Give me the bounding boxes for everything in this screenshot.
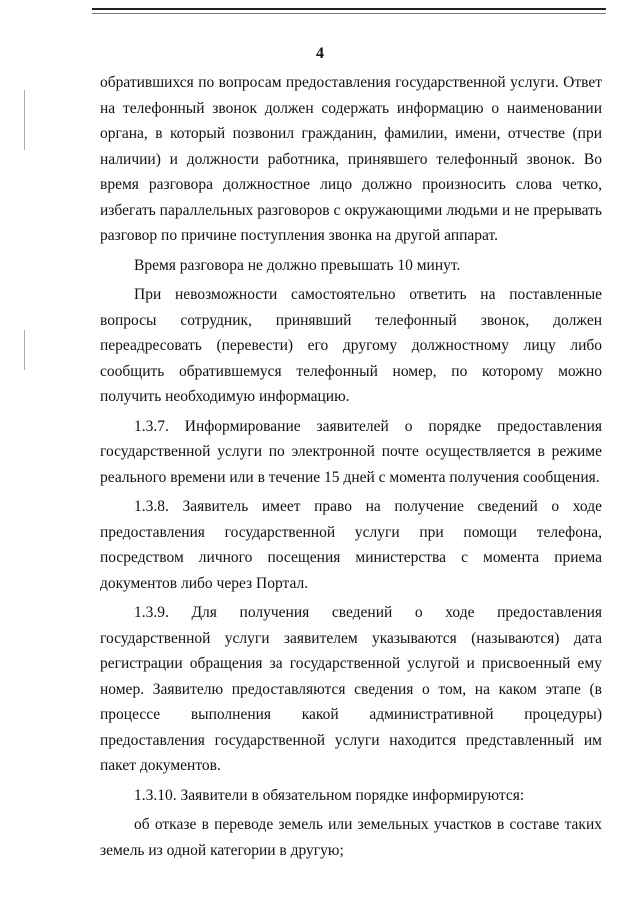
paragraph-1-3-8: 1.3.8. Заявитель имеет право на получение сведений о ходе предоставления государственной услуги при помощи телефона, посредством личного посещения министерства с момента приема документов либо через Портал. bbox=[100, 498, 602, 592]
paragraph-refusal-notice: об отказе в переводе земель или земельных участков в составе таких земель из одной категории в другую; bbox=[100, 816, 602, 859]
paragraph-continuation: обратившихся по вопросам предоставления государственной услуги. Ответ на телефонный звонок должен содержать информацию о наименовании органа, в который позвонил гражданин, фамилии, имени, отчестве (при наличии) и должности работника, принявшего телефонный звонок. Во время разговора должностное лицо должно произносить слова четко, избегать параллельных разговоров с окружающими людьми и не прерывать разговор по причине поступления звонка на другой аппарат. bbox=[100, 74, 602, 244]
top-border-line bbox=[92, 8, 606, 10]
document-body bbox=[100, 70, 602, 863]
paragraph-1-3-10: 1.3.10. Заявители в обязательном порядке информируются: bbox=[134, 786, 525, 804]
scan-margin-mark bbox=[24, 90, 25, 150]
page-number: 4 bbox=[316, 45, 324, 62]
paragraph-1-3-7: 1.3.7. Информирование заявителей о порядке предоставления государственной услуги по электронной почте осуществляется в режиме реального времени или в течение 15 дней с момента получения сообщения. bbox=[100, 417, 602, 486]
paragraph-call-duration: Время разговора не должно превышать 10 минут. bbox=[134, 256, 461, 274]
paragraph-1-3-9: 1.3.9. Для получения сведений о ходе предоставления государственной услуги заявителем указываются (называются) дата регистрации обращения за государственной услугой и присвоенный ему номер. Заявителю предоставляются сведения о том, на каком этапе (в процессе выполнения какой административной процедуры) предоставления государственной услуги находится представленный им пакет документов. bbox=[100, 604, 602, 774]
scan-margin-mark bbox=[24, 330, 25, 370]
top-border-line-thin bbox=[92, 13, 606, 14]
paragraph-redirect: При невозможности самостоятельно ответить на поставленные вопросы сотрудник, принявший телефонный звонок, должен переадресовать (перевести) его другому должностному лицу либо сообщить обратившемуся телефонный номер, по которому можно получить необходимую информацию. bbox=[100, 286, 602, 405]
